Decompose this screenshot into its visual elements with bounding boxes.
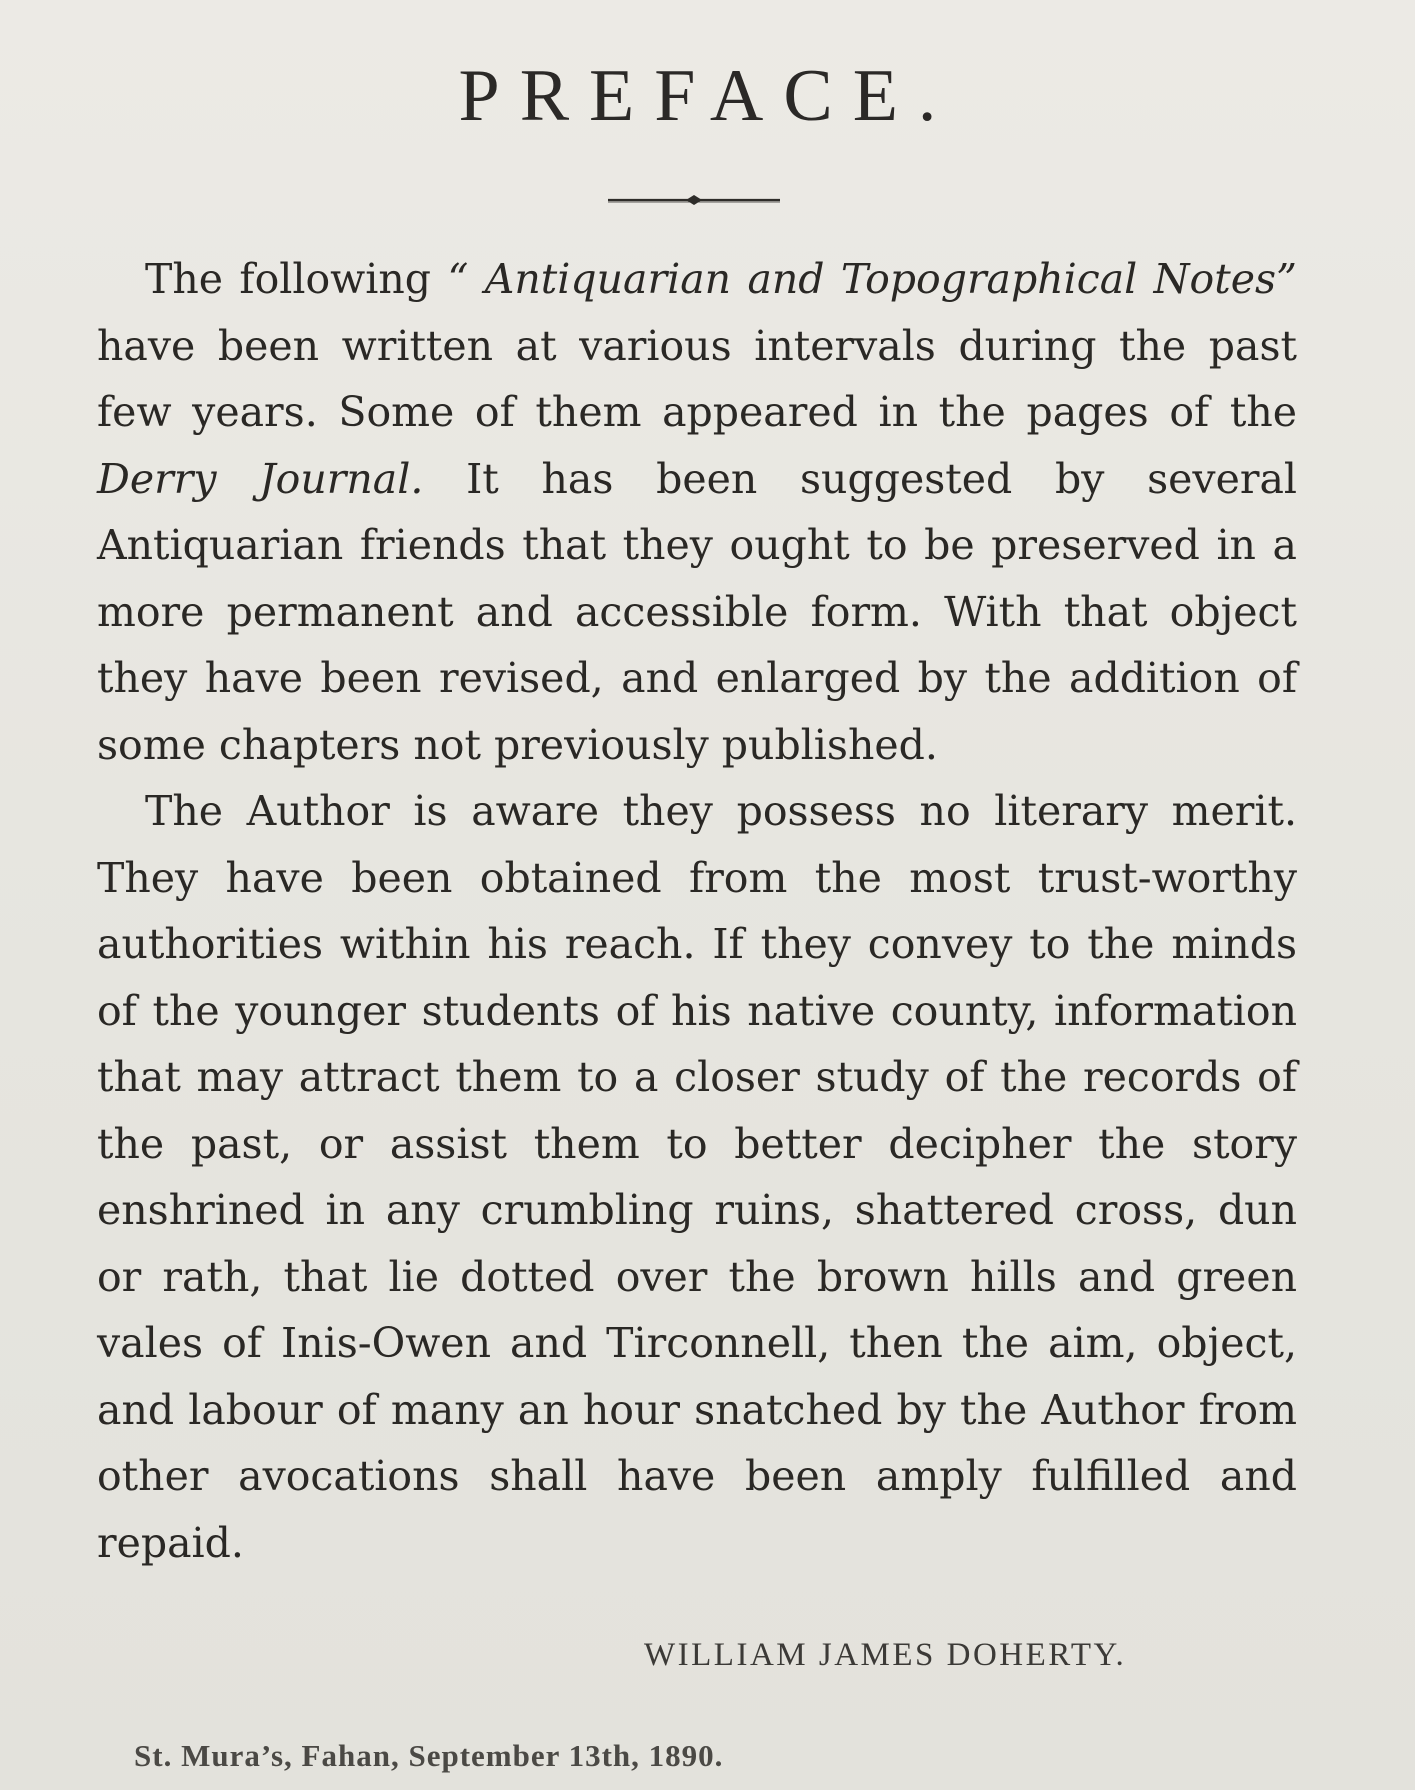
page-title: PREFACE. [458, 55, 957, 137]
place-and-date: St. Mura’s, Fahan, September 13th, 1890. [134, 1738, 724, 1773]
paragraph-two: The Author is aware they possess no literary merit. They have been obtained from the most trust-worthy authorities within his reach. If they convey to the minds of the younger students of his native county, information that may attract them to a closer study of the records of the past, or assist them to better decipher the story enshrined in any crumbling ruins, shattered cross, dun or rath, that lie dotted over the brown hills and green vales of Inis-Owen and Tirconnell, then the aim, object, and labour of many an hour snatched by the Author from other avocations shall have been amply fulfilled and repaid. [97, 787, 1297, 1567]
journal-name: Derry Journal. [97, 454, 424, 503]
preface-body [97, 246, 1297, 1576]
author-signature: WILLIAM JAMES DOHERTY. [644, 1637, 1127, 1673]
book-title-quote: “ Antiquarian and Topographical Notes” [447, 255, 1297, 303]
paragraph-one [97, 246, 1297, 778]
paragraph-one-part3: It has been suggested by several Antiquarian friends that they ought to be preserved in a more permanent and accessible form. With that object they have been revised, and enlarged by the addition of some chapters not previously published. [97, 454, 1297, 769]
ornamental-divider-icon [606, 191, 782, 209]
paragraph-one-part2: have been written at various intervals during the past few years. Some of them appeared in the pages of the [97, 321, 1297, 436]
paragraph-one-lead: The following [145, 255, 448, 303]
